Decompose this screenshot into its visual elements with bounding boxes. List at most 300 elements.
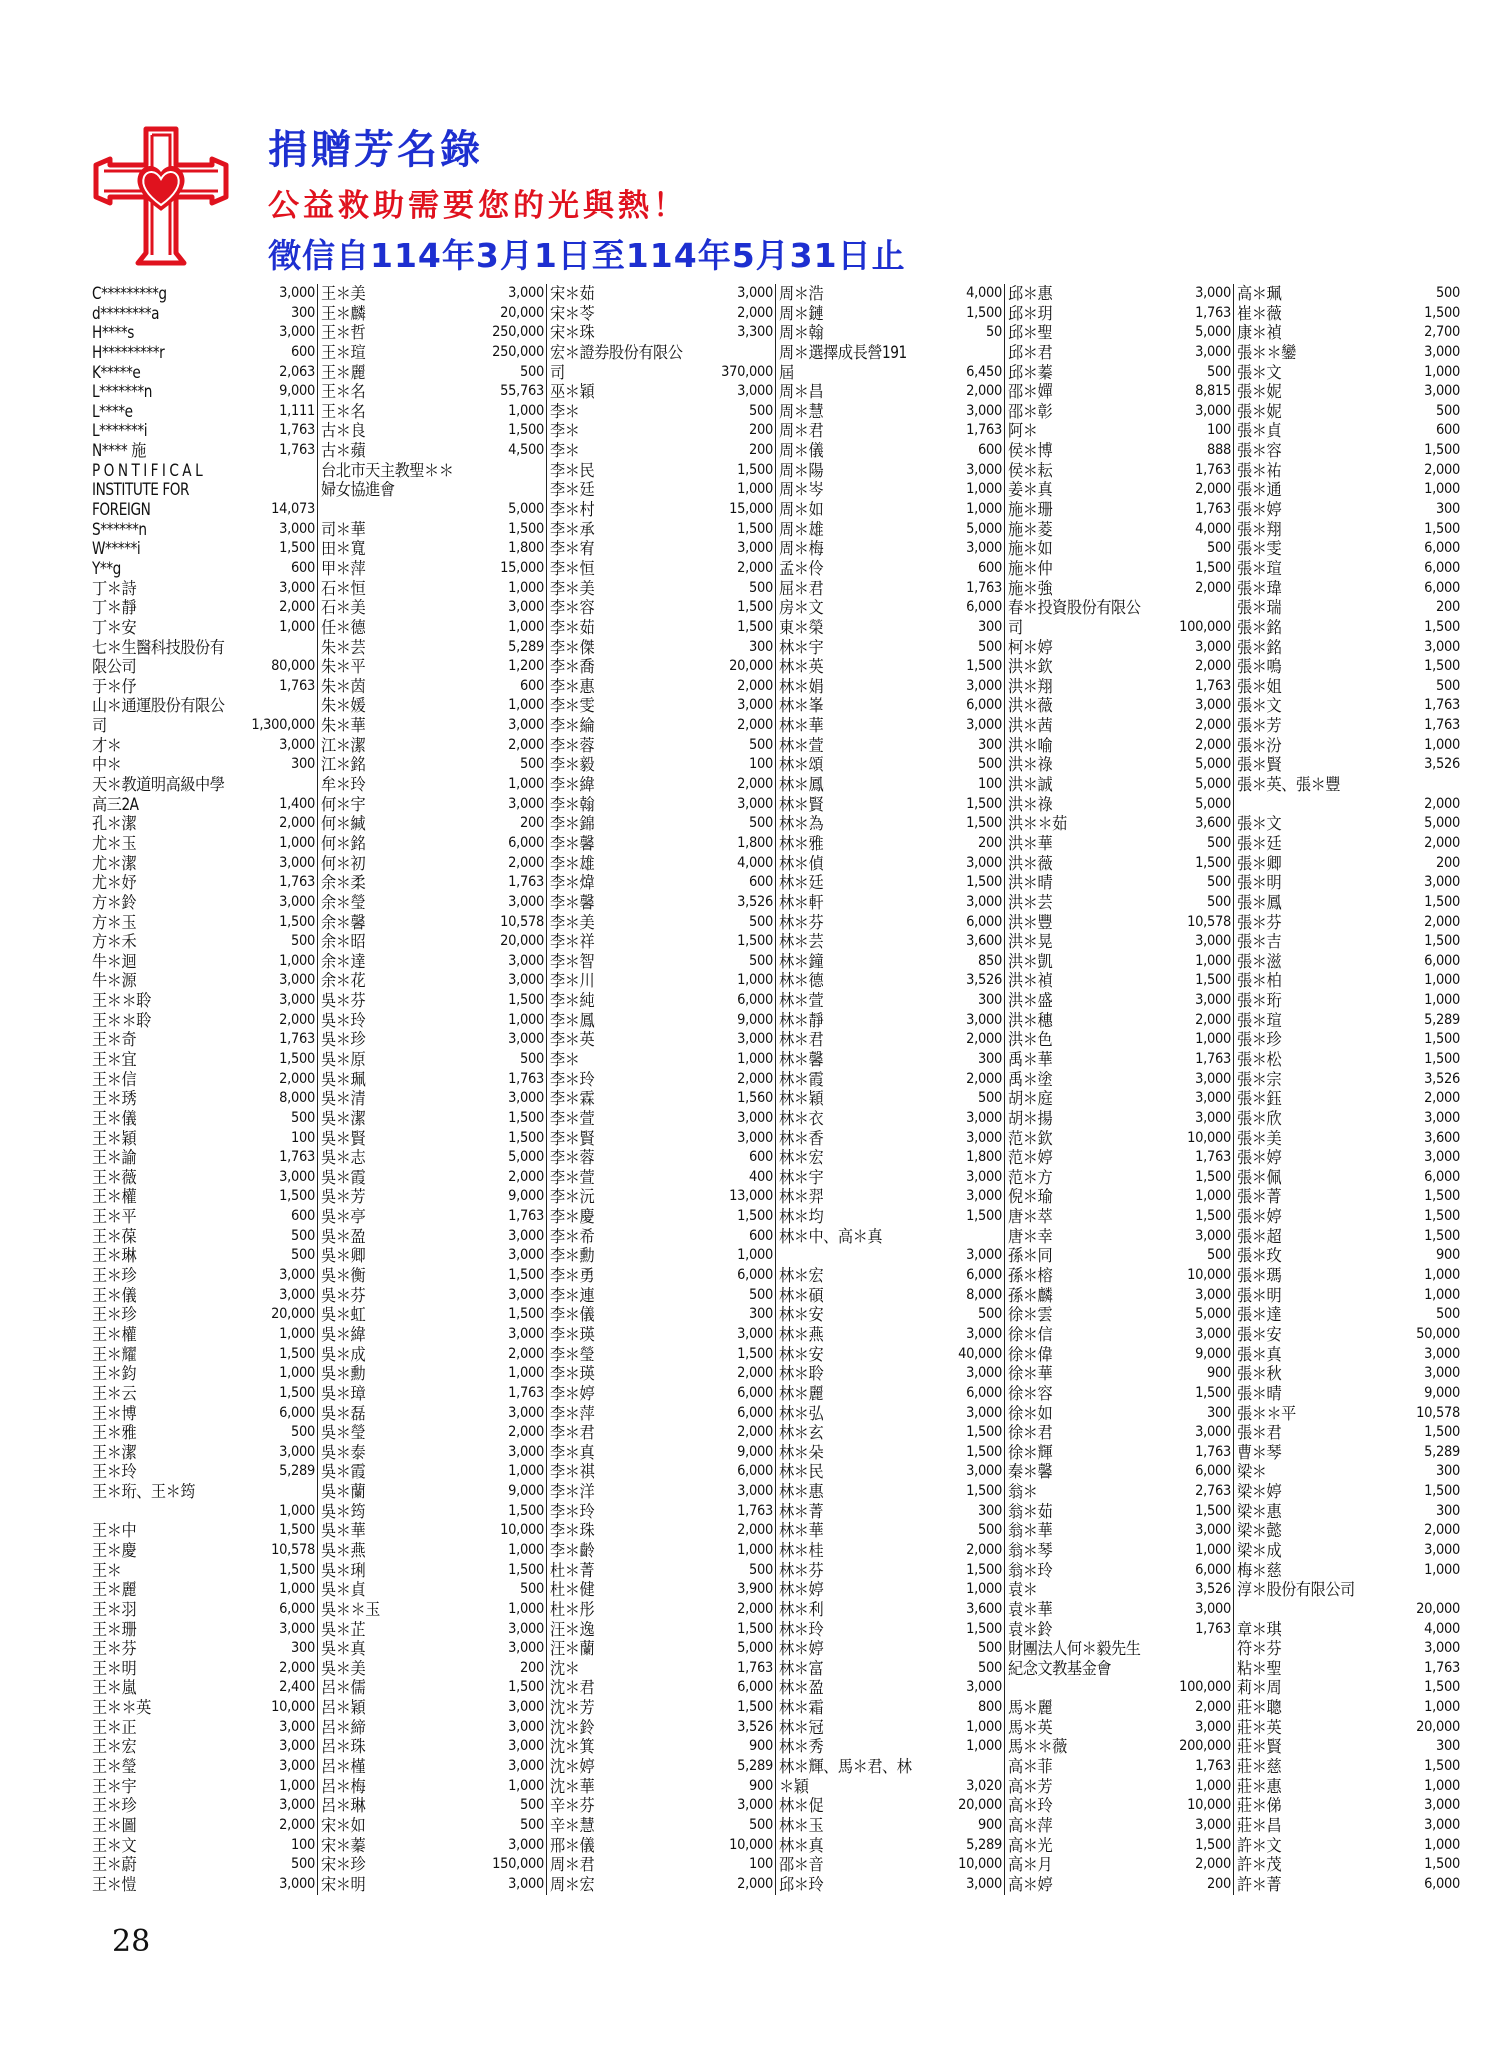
donor-name: 胡＊揚 — [1008, 1108, 1053, 1128]
donation-amount: 100 — [1207, 422, 1231, 439]
donor-row — [92, 1207, 315, 1227]
donation-amount: 1,560 — [737, 1090, 773, 1107]
donation-amount: 5,000 — [1195, 795, 1231, 812]
donation-amount: 2,000 — [737, 1600, 773, 1617]
donor-row — [92, 834, 315, 854]
donation-amount: 9,000 — [1195, 1345, 1231, 1362]
donation-amount: 10,578 — [500, 913, 544, 930]
donor-row — [321, 1384, 544, 1404]
donor-row — [1008, 755, 1231, 775]
donor-row — [779, 1561, 1002, 1581]
donation-amount: 3,000 — [508, 1404, 544, 1421]
donor-name: 周＊岑 — [779, 480, 824, 500]
donor-name: 徐＊容 — [1008, 1383, 1053, 1403]
donation-amount: 1,763 — [279, 874, 315, 891]
donor-name: 莊＊俤 — [1237, 1796, 1282, 1816]
donor-row — [1008, 638, 1231, 658]
donor-row — [321, 1305, 544, 1325]
donor-name: 王＊麗 — [92, 1580, 137, 1600]
donation-amount: 3,000 — [1195, 933, 1231, 950]
donor-row — [550, 343, 773, 363]
donation-amount: 3,000 — [966, 717, 1002, 734]
donor-row — [779, 1089, 1002, 1109]
donor-row — [779, 1168, 1002, 1188]
donor-name: 王＊宜 — [92, 1049, 137, 1069]
donation-amount: 3,000 — [1424, 1797, 1460, 1814]
donation-amount: 3,000 — [279, 1718, 315, 1735]
donor-name: FOREIGN — [92, 500, 151, 520]
donor-row — [321, 1521, 544, 1541]
donor-row — [550, 461, 773, 481]
donor-row — [550, 1148, 773, 1168]
donation-amount: 3,000 — [1424, 1365, 1460, 1382]
donation-amount: 5,000 — [737, 1640, 773, 1657]
donation-amount: 200 — [978, 834, 1002, 851]
donation-amount: 3,000 — [508, 1443, 544, 1460]
donor-name: 七＊生醫科技股份有 — [92, 637, 225, 657]
donor-name: L*******n — [92, 382, 152, 402]
donation-amount: 500 — [1207, 893, 1231, 910]
donor-name: 林＊廷 — [779, 873, 824, 893]
donor-row — [1008, 579, 1231, 599]
donor-name: 李＊蓉 — [550, 1148, 595, 1168]
donation-amount: 1,000 — [1424, 1286, 1460, 1303]
donor-row — [321, 618, 544, 638]
donor-name: 呂＊梅 — [321, 1776, 366, 1796]
donor-row — [779, 1443, 1002, 1463]
donor-name: 李＊ — [550, 1049, 580, 1069]
donor-row — [92, 1659, 315, 1679]
donor-row — [1008, 441, 1231, 461]
donor-row — [779, 421, 1002, 441]
donation-amount: 1,000 — [279, 1502, 315, 1519]
donor-row — [779, 638, 1002, 658]
donor-name: 王＊奇 — [92, 1030, 137, 1050]
donor-row — [92, 480, 315, 500]
donor-name: 林＊冠 — [779, 1717, 824, 1737]
donor-row — [1008, 323, 1231, 343]
donor-row — [550, 1030, 773, 1050]
donation-amount: 1,000 — [966, 1718, 1002, 1735]
donor-name: 周＊選擇成長營191 — [779, 342, 907, 362]
donation-amount: 1,763 — [508, 1208, 544, 1225]
donor-name: N**** 施 — [92, 441, 146, 461]
donor-row — [321, 1109, 544, 1129]
donor-row — [779, 893, 1002, 913]
donor-name: 林＊英 — [779, 657, 824, 677]
donor-row — [1008, 1600, 1231, 1620]
donor-row — [321, 1620, 544, 1640]
donor-row — [1237, 1246, 1460, 1266]
donor-row — [779, 1109, 1002, 1129]
donation-amount: 3,000 — [508, 599, 544, 616]
donor-row — [1008, 284, 1231, 304]
donor-row — [1237, 1148, 1460, 1168]
donor-row — [1008, 873, 1231, 893]
donor-row — [92, 323, 315, 343]
donor-name: 李＊ — [550, 421, 580, 441]
donor-name: 張＊芳 — [1237, 716, 1282, 736]
donor-name: 林＊宇 — [779, 1167, 824, 1187]
donor-row — [321, 736, 544, 756]
donation-amount: 500 — [291, 1424, 315, 1441]
donation-amount: 3,000 — [1424, 1109, 1460, 1126]
donor-name: 沈＊婷 — [550, 1757, 595, 1777]
donor-name: 王＊慶 — [92, 1541, 137, 1560]
donor-name: 秦＊馨 — [1008, 1462, 1053, 1482]
donation-amount: 1,000 — [1195, 1031, 1231, 1048]
donation-amount: 10,000 — [500, 1522, 544, 1539]
donor-row — [92, 1345, 315, 1365]
donor-row — [779, 480, 1002, 500]
donor-name: 吳＊珍 — [321, 1030, 366, 1050]
donation-amount: 2,700 — [1424, 324, 1460, 341]
donor-name: 孫＊麟 — [1008, 1285, 1053, 1305]
donor-name: 張＊秋 — [1237, 1364, 1282, 1384]
donation-amount: 9,000 — [279, 383, 315, 400]
donor-row — [1237, 1796, 1460, 1816]
donor-row — [1237, 755, 1460, 775]
donor-name: 中＊ — [92, 755, 122, 775]
donor-name: 林＊菁 — [779, 1501, 824, 1521]
donor-row — [321, 1580, 544, 1600]
donation-amount: 3,000 — [966, 1875, 1002, 1892]
donation-amount: 1,500 — [1195, 1836, 1231, 1853]
donor-name: 張＊滋 — [1237, 951, 1282, 971]
donor-name: H****s — [92, 323, 134, 343]
donor-name: 張＊瑪 — [1237, 1266, 1282, 1286]
donor-name: 姜＊真 — [1008, 480, 1053, 500]
donor-row — [321, 1364, 544, 1384]
donation-amount: 6,000 — [1424, 952, 1460, 969]
donation-amount: 300 — [1436, 501, 1460, 518]
donor-name: 吳＊盈 — [321, 1226, 366, 1246]
donor-row — [1237, 1443, 1460, 1463]
donor-name: 林＊為 — [779, 814, 824, 834]
donor-row — [1237, 932, 1460, 952]
donation-amount: 3,000 — [737, 795, 773, 812]
donor-row — [779, 1659, 1002, 1679]
donor-row — [321, 1678, 544, 1698]
donation-amount: 500 — [978, 1306, 1002, 1323]
donor-row — [1237, 1168, 1460, 1188]
donation-amount: 20,000 — [500, 933, 544, 950]
donor-row — [779, 1384, 1002, 1404]
donor-name: 林＊弘 — [779, 1403, 824, 1423]
donor-name: 林＊促 — [779, 1796, 824, 1816]
donor-row — [550, 1718, 773, 1738]
donor-name: 吳＊成 — [321, 1344, 366, 1364]
donor-row — [550, 991, 773, 1011]
donor-row — [1008, 971, 1231, 991]
donor-row — [1008, 1011, 1231, 1031]
donor-row — [779, 1502, 1002, 1522]
donor-row — [1008, 1227, 1231, 1247]
donor-name: 王＊琇 — [92, 1089, 137, 1109]
donor-row — [1237, 343, 1460, 363]
donation-amount: 3,000 — [508, 1247, 544, 1264]
donation-amount: 1,500 — [966, 658, 1002, 675]
donor-row — [779, 1600, 1002, 1620]
donor-row — [1237, 1207, 1460, 1227]
donor-row — [550, 304, 773, 324]
donation-amount: 888 — [1207, 442, 1231, 459]
donor-name: 李＊英 — [550, 1030, 595, 1050]
donor-row — [550, 1698, 773, 1718]
donor-name: 洪＊晃 — [1008, 932, 1053, 952]
donation-amount: 500 — [749, 1561, 773, 1578]
donor-name: 李＊毅 — [550, 755, 595, 775]
donor-row — [92, 520, 315, 540]
donor-name: 莊＊惠 — [1237, 1776, 1282, 1796]
donor-name: K*****e — [92, 362, 141, 382]
donor-row — [92, 1089, 315, 1109]
donor-row — [1237, 1541, 1460, 1561]
donation-amount: 900 — [1436, 1247, 1460, 1264]
donation-amount: 600 — [291, 343, 315, 360]
donation-amount: 1,763 — [1195, 677, 1231, 694]
donation-amount: 2,000 — [1195, 717, 1231, 734]
donor-name: 林＊桂 — [779, 1541, 824, 1560]
donor-row — [92, 1561, 315, 1581]
donation-amount: 1,763 — [279, 1149, 315, 1166]
donation-amount: 1,000 — [279, 618, 315, 635]
donor-name: 吳＊霞 — [321, 1167, 366, 1187]
donor-name: 李＊馨 — [550, 833, 595, 853]
donation-amount: 3,000 — [508, 1325, 544, 1342]
donor-name: 施＊強 — [1008, 578, 1053, 598]
donation-amount: 2,000 — [737, 1875, 773, 1892]
donor-name: 吳＊真 — [321, 1639, 366, 1659]
donation-amount: 1,000 — [1424, 1561, 1460, 1578]
donation-amount: 1,763 — [1195, 1050, 1231, 1067]
donor-row — [321, 441, 544, 461]
donor-name: 李＊村 — [550, 500, 595, 520]
donor-name: 張＊佩 — [1237, 1167, 1282, 1187]
donor-row — [321, 461, 544, 481]
donation-amount: 1,500 — [966, 1620, 1002, 1637]
donor-name: 吳＊璋 — [321, 1383, 366, 1403]
donor-name: 張＊婷 — [1237, 1148, 1282, 1168]
donor-name: 吳＊虹 — [321, 1305, 366, 1325]
donor-row — [1237, 952, 1460, 972]
donor-name: 洪＊禎 — [1008, 971, 1053, 991]
donor-name: 唐＊幸 — [1008, 1226, 1053, 1246]
donor-name: 王＊珍 — [92, 1266, 137, 1286]
donation-amount: 900 — [978, 1816, 1002, 1833]
donation-amount: 10,000 — [958, 1856, 1002, 1873]
donation-amount: 1,763 — [966, 579, 1002, 596]
donor-name: 李＊恒 — [550, 558, 595, 578]
donation-amount: 3,000 — [508, 1875, 544, 1892]
donor-name: 高＊珮 — [1237, 284, 1282, 303]
donation-amount: 500 — [749, 1816, 773, 1833]
donor-name: 張＊妮 — [1237, 382, 1282, 402]
donation-amount: 1,763 — [1195, 1443, 1231, 1460]
donor-name: 林＊穎 — [779, 1089, 824, 1109]
donation-amount: 300 — [1436, 1502, 1460, 1519]
donation-amount: 1,500 — [1424, 1758, 1460, 1775]
donor-row — [321, 363, 544, 383]
donor-name: 周＊儀 — [779, 441, 824, 461]
donor-row — [550, 1129, 773, 1149]
donation-amount: 5,289 — [966, 1836, 1002, 1853]
donation-amount: 1,000 — [737, 1542, 773, 1558]
donation-amount: 3,000 — [966, 1463, 1002, 1480]
donation-amount: 1,500 — [279, 1050, 315, 1067]
donor-row — [779, 1148, 1002, 1168]
donor-row — [1008, 304, 1231, 324]
donor-name: 王＊＊英 — [92, 1698, 151, 1718]
donor-row — [779, 775, 1002, 795]
donor-row — [321, 284, 544, 304]
donation-amount: 200 — [520, 1659, 544, 1676]
donor-row — [1237, 1305, 1460, 1325]
donor-name: 林＊娟 — [779, 676, 824, 696]
donation-amount: 1,000 — [1424, 736, 1460, 753]
donor-row — [550, 971, 773, 991]
donor-row — [1008, 1541, 1231, 1561]
donation-amount: 1,500 — [737, 618, 773, 635]
donor-name: 邵＊音 — [779, 1855, 824, 1875]
donor-row — [1237, 1875, 1460, 1895]
donation-amount: 3,000 — [1195, 1286, 1231, 1303]
donation-amount: 1,000 — [508, 1600, 544, 1617]
donor-row — [92, 991, 315, 1011]
donation-amount: 2,000 — [737, 1424, 773, 1441]
donor-name: 宋＊苓 — [550, 303, 595, 323]
donor-name: 沈＊鈴 — [550, 1717, 595, 1737]
donation-amount: 1,763 — [279, 677, 315, 694]
donation-amount: 1,500 — [279, 540, 315, 557]
donor-row — [1237, 1325, 1460, 1345]
donation-amount: 1,500 — [1424, 1483, 1460, 1500]
donation-amount: 3,000 — [1424, 1816, 1460, 1833]
donor-name: 沈＊君 — [550, 1678, 595, 1698]
donation-amount: 3,000 — [508, 972, 544, 989]
donor-name: 何＊宇 — [321, 794, 366, 814]
donor-row — [1008, 1109, 1231, 1129]
donor-row — [92, 1639, 315, 1659]
donor-row — [779, 1620, 1002, 1640]
donor-name: 林＊君 — [779, 1030, 824, 1050]
donation-amount: 3,000 — [279, 1875, 315, 1892]
donation-amount: 3,000 — [966, 1404, 1002, 1421]
donor-name: 林＊華 — [779, 1521, 824, 1541]
donor-row — [550, 1620, 773, 1640]
donor-name: 洪＊欽 — [1008, 657, 1053, 677]
donor-row — [550, 539, 773, 559]
donor-row — [1237, 775, 1460, 795]
donation-amount: 1,500 — [1424, 1031, 1460, 1048]
donor-name: 古＊良 — [321, 421, 366, 441]
donation-amount: 1,763 — [508, 1070, 544, 1087]
donor-name: 康＊禎 — [1237, 323, 1282, 343]
donor-name: 何＊銘 — [321, 833, 366, 853]
donor-row — [321, 1423, 544, 1443]
donor-row — [1008, 775, 1231, 795]
donation-amount: 3,000 — [1195, 402, 1231, 419]
donor-name: 林＊霜 — [779, 1698, 824, 1718]
donor-name: 范＊方 — [1008, 1167, 1053, 1187]
donation-amount: 3,020 — [966, 1777, 1002, 1794]
donor-name: 孟＊伶 — [779, 558, 824, 578]
donation-amount: 1,000 — [1424, 481, 1460, 498]
donation-amount: 3,000 — [737, 285, 773, 301]
donor-name: 孫＊榕 — [1008, 1266, 1053, 1286]
donor-row — [779, 500, 1002, 520]
donation-amount: 300 — [291, 304, 315, 321]
donor-row — [92, 1109, 315, 1129]
donation-amount: 500 — [749, 952, 773, 969]
donor-row — [92, 343, 315, 363]
donor-row — [321, 1443, 544, 1463]
donor-row — [92, 1777, 315, 1797]
donation-amount: 500 — [749, 736, 773, 753]
donor-row — [1008, 618, 1231, 638]
donation-amount: 6,000 — [966, 599, 1002, 616]
donor-row — [321, 1404, 544, 1424]
donor-name: 徐＊偉 — [1008, 1344, 1053, 1364]
donor-row — [1008, 1129, 1231, 1149]
donor-name: 王＊琳 — [92, 1246, 137, 1266]
donor-row — [321, 1482, 544, 1502]
donor-row — [550, 1305, 773, 1325]
donor-name: ＊穎 — [779, 1776, 809, 1796]
donor-name: 翁＊茹 — [1008, 1501, 1053, 1521]
donor-row — [321, 1541, 544, 1561]
donor-name: 林＊萱 — [779, 735, 824, 755]
donor-name: 李＊齡 — [550, 1541, 595, 1560]
donor-name: 李＊勇 — [550, 1266, 595, 1286]
donor-row — [321, 932, 544, 952]
donor-name: 林＊婷 — [779, 1580, 824, 1600]
donor-name: 施＊珊 — [1008, 500, 1053, 520]
donor-name: 山＊通運股份有限公 — [92, 696, 225, 716]
donor-name: 倪＊瑜 — [1008, 1187, 1053, 1207]
donation-amount: 3,000 — [737, 1129, 773, 1146]
donor-row — [1237, 1737, 1460, 1757]
donation-amount: 100 — [291, 1129, 315, 1146]
donor-row — [779, 657, 1002, 677]
donor-name: 沈＊ — [550, 1658, 580, 1678]
donor-name: 林＊宏 — [779, 1266, 824, 1286]
donation-amount: 1,763 — [1195, 1758, 1231, 1775]
donor-row — [1237, 1580, 1460, 1600]
donation-amount: 4,000 — [1195, 520, 1231, 537]
donor-row — [321, 1050, 544, 1070]
donor-row — [92, 1423, 315, 1443]
donor-row — [92, 579, 315, 599]
donor-row — [1237, 1561, 1460, 1581]
donation-amount: 20,000 — [729, 658, 773, 675]
donation-amount: 3,000 — [1195, 1070, 1231, 1087]
donor-name: 符＊芬 — [1237, 1639, 1282, 1659]
donor-name: 梅＊慈 — [1237, 1560, 1282, 1580]
donation-amount: 1,763 — [1195, 1149, 1231, 1166]
donation-amount: 1,500 — [1424, 933, 1460, 950]
donor-row — [1008, 657, 1231, 677]
donor-name: 周＊翰 — [779, 323, 824, 343]
donor-row — [1237, 1404, 1460, 1424]
donor-row — [1237, 716, 1460, 736]
donation-amount: 10,578 — [1187, 913, 1231, 930]
donor-name: 王＊玲 — [92, 1462, 137, 1482]
donation-amount: 3,526 — [1424, 1070, 1460, 1087]
donor-row — [321, 1207, 544, 1227]
donor-row — [321, 559, 544, 579]
donation-amount: 3,000 — [279, 1620, 315, 1637]
